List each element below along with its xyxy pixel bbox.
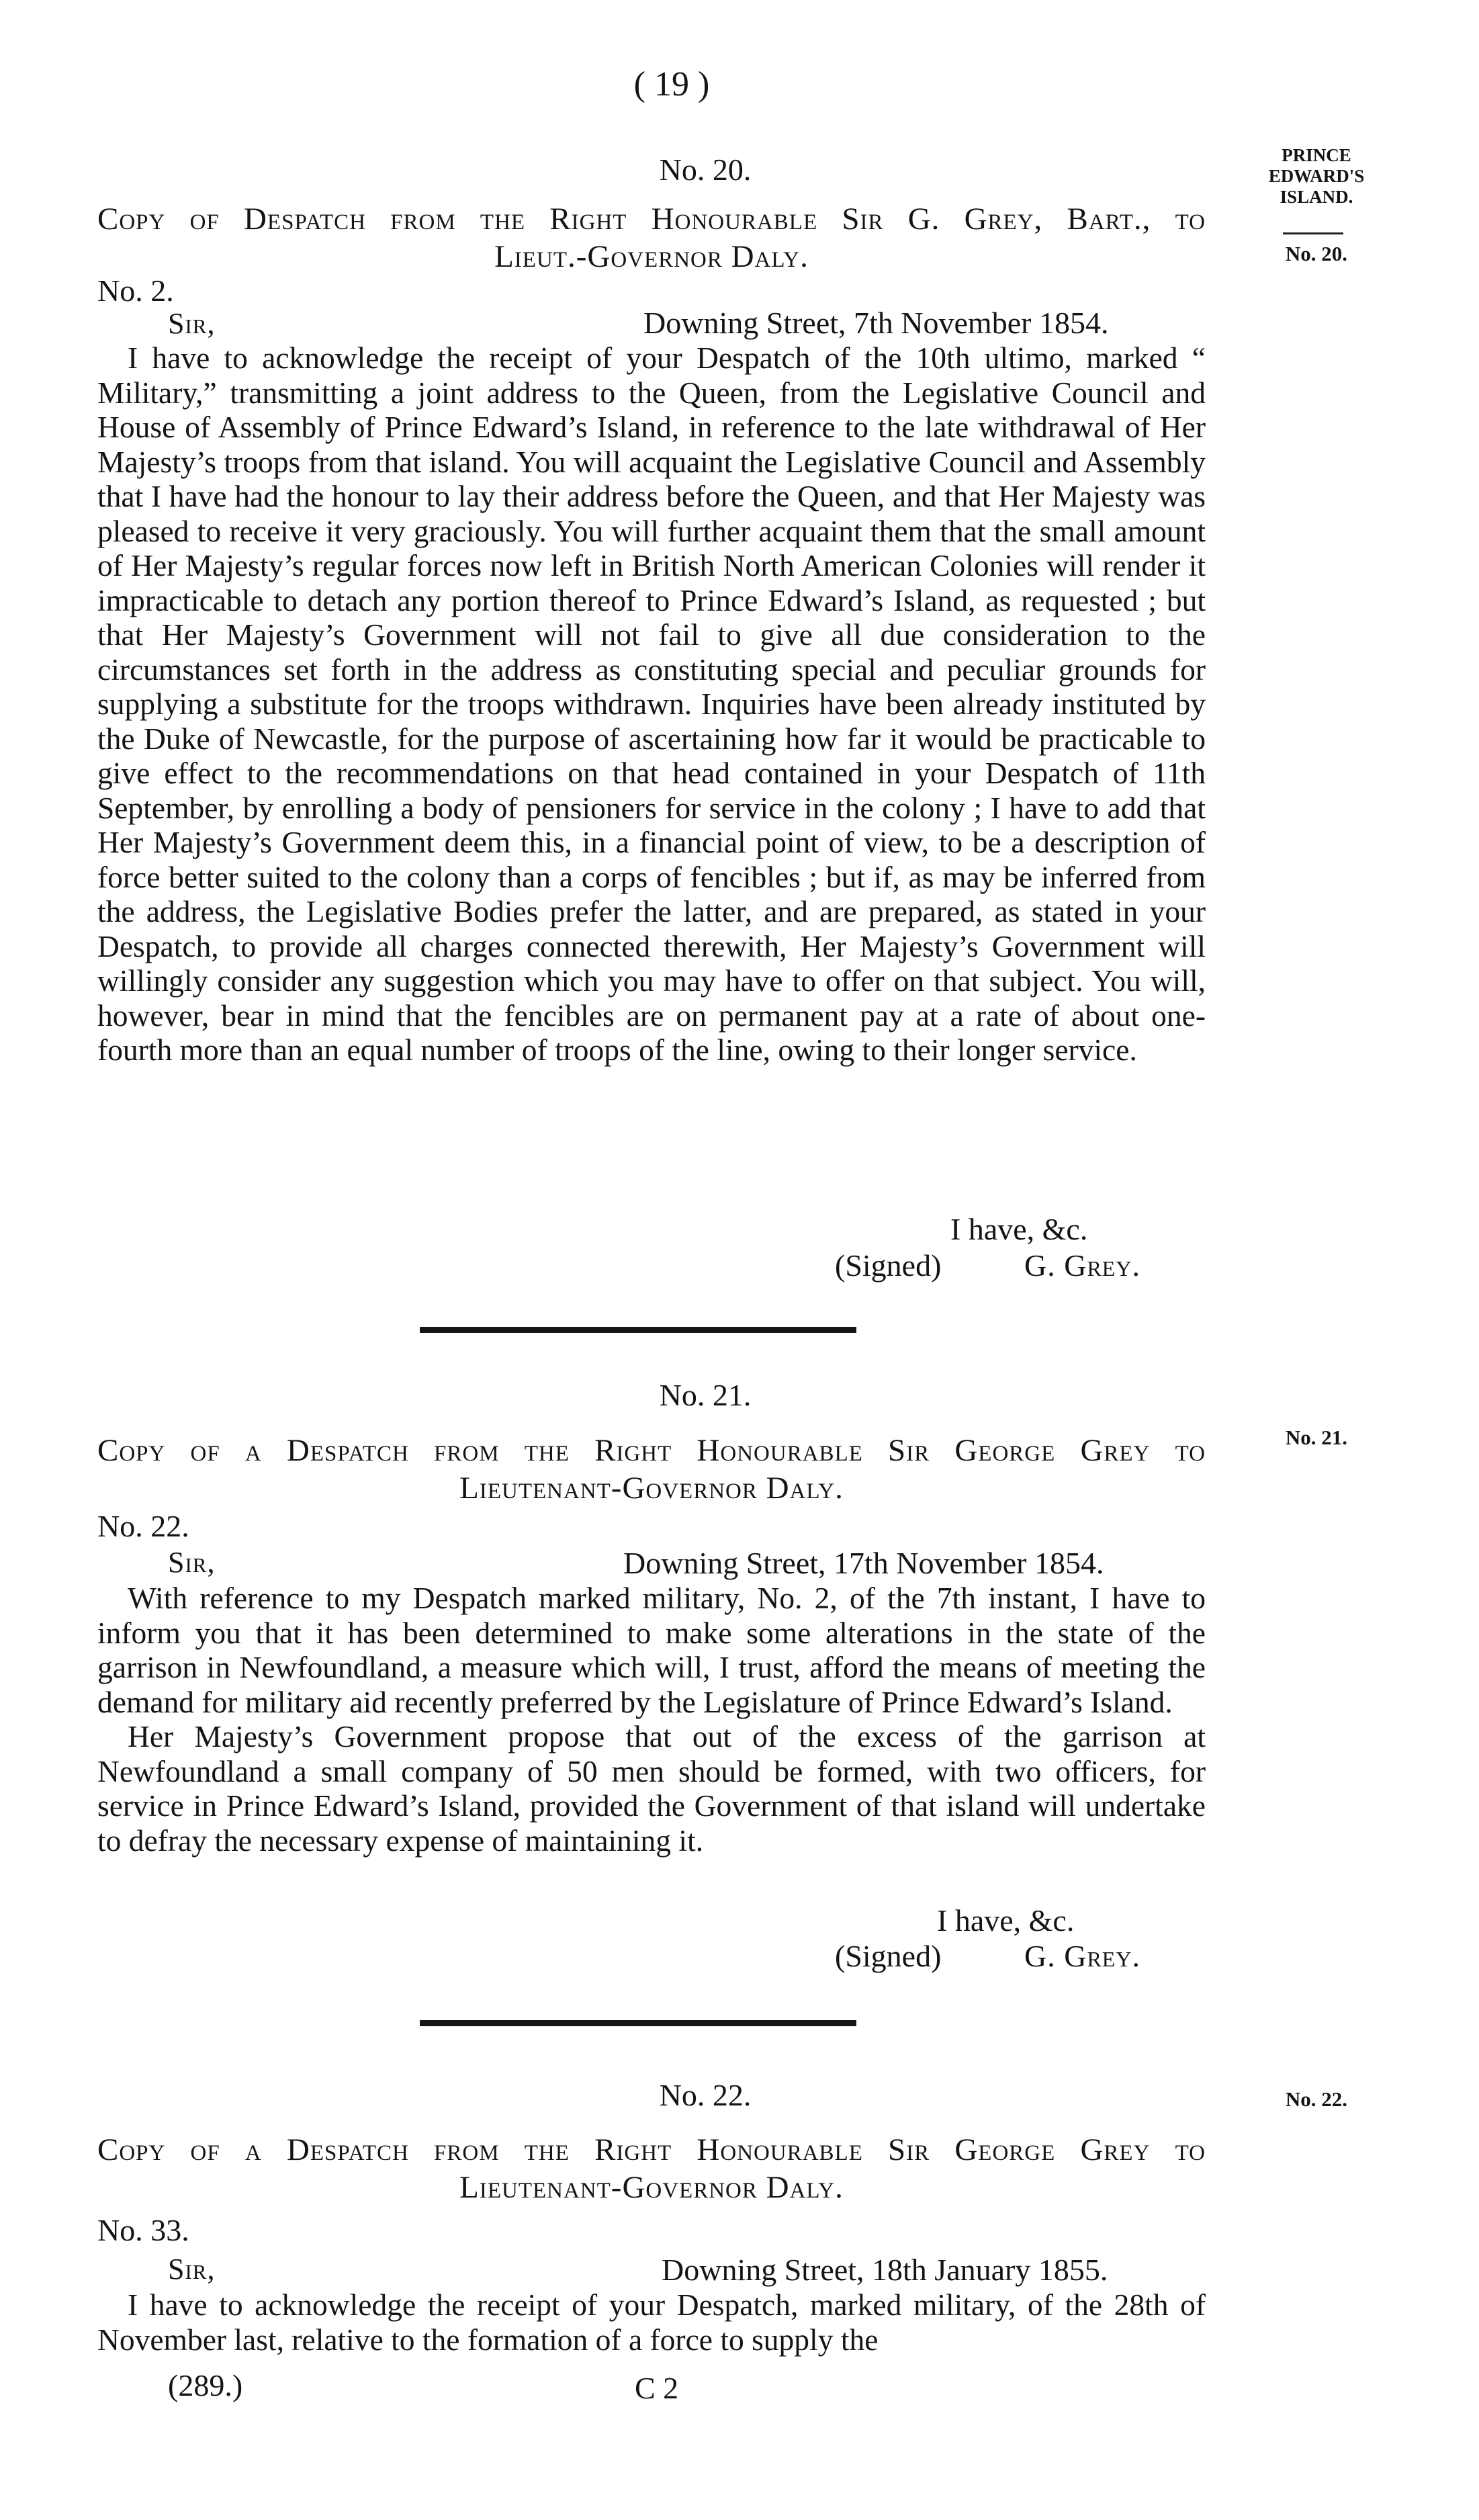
closing-21: I have, &c.: [937, 1903, 1075, 1938]
despatch-caption-22: [97, 2131, 1206, 2206]
footer-code: (289.): [168, 2368, 243, 2402]
footer-signature-mark: C 2: [635, 2371, 679, 2405]
caption-line: Lieutenant-Governor Daly.: [459, 1471, 844, 1506]
despatch-date-21: Downing Street, 17th November 1854.: [623, 1546, 1104, 1580]
body-paragraph: I have to acknowledge the receipt of your Despatch of the 10th ultimo, marked “ Military,” transmitting a joint address to the Queen, from the Legislative Council and House of Assembly of Prince Edward’s Island, in reference to the late withdrawal of Her Majesty’s troops from that island. You will acquaint the Legislative Council and Assembly that I have had the honour to lay their address before the Queen, and that Her Majesty was pleased to receive it very graciously. You will further acquaint them that the small amount of Her Majesty’s regular forces now left in British North American Colonies will render it impracticable to detach any portion thereof to Prince Edward’s Island, as requested ; but that Her Majesty’s Government will not fail to give all due consideration to the circumstances set forth in the address as constituting special and peculiar grounds for supplying a substitute for the troops withdrawn. Inquiries have been already instituted by the Duke of Newcastle, for the purpose of ascertaining how far it would be practicable to give effect to the recommendations on that head contained in your Despatch of 11th September, by enrolling a body of pensioners for service in the colony ; I have to add that Her Majesty’s Government deem this, in a financial point of view, to be a description of force better suited to the colony than a corps of fencibles ; but if, as may be inferred from the address, the Legislative Bodies prefer the latter, and are prepared, as stated in your Despatch, to provide all charges connected therewith, Her Majesty’s Government will willingly consider any suggestion which you may have to offer on that subject. You will, however, bear in mind that the fencibles are on permanent pay at a rate of about one-fourth more than an equal number of troops of the line, owing to their longer service.: [97, 341, 1206, 1067]
closing-20: I have, &c.: [950, 1212, 1088, 1246]
section-divider: [420, 1327, 856, 1333]
signed-label-20: (Signed): [835, 1248, 942, 1283]
salutation-20: Sir,: [168, 307, 216, 340]
margin-label-20: No. 20.: [1285, 242, 1348, 265]
despatch-body-21: [97, 1581, 1206, 1858]
caption-line: Copy of a Despatch from the Right Honourable Sir George Grey to: [97, 2132, 1206, 2167]
caption-line: Copy of Despatch from the Right Honourable Sir G. Grey, Bart., to: [97, 202, 1206, 236]
signature-21: G. Grey.: [1024, 1939, 1140, 1973]
signed-label-21: (Signed): [835, 1939, 942, 1973]
caption-line: Copy of a Despatch from the Right Honourable Sir George Grey to: [97, 1433, 1206, 1468]
page-number: ( 19 ): [633, 65, 710, 103]
despatch-ref-21: No. 22.: [97, 1509, 189, 1543]
despatch-date-20: Downing Street, 7th November 1854.: [643, 306, 1109, 340]
body-paragraph: Her Majesty’s Government propose that out of the excess of the garrison at Newfoundland a small company of 50 men should be formed, with two officers, for service in Prince Edward’s Island, provided the Government of that island will undertake to defray the necessary expense of maintaining it.: [97, 1719, 1206, 1858]
despatch-ref-22: No. 33.: [97, 2213, 189, 2247]
margin-label-21: No. 21.: [1285, 1426, 1348, 1449]
section-divider: [420, 2020, 856, 2026]
margin-heading: PRINCE EDWARD'S ISLAND.: [1268, 145, 1365, 207]
despatch-number-20: No. 20.: [659, 153, 752, 187]
body-paragraph: I have to acknowledge the receipt of your Despatch, marked military, of the 28th of November last, relative to the formation of a force to supply the: [97, 2288, 1206, 2357]
salutation-22: Sir,: [168, 2253, 216, 2286]
despatch-caption-21: [97, 1432, 1206, 1507]
salutation-21: Sir,: [168, 1546, 216, 1579]
despatch-body-20: [97, 341, 1206, 1068]
despatch-ref-20: No. 2.: [97, 273, 174, 308]
despatch-number-21: No. 21.: [659, 1378, 752, 1412]
caption-line: Lieutenant-Governor Daly.: [459, 2170, 844, 2205]
margin-label-22: No. 22.: [1285, 2087, 1348, 2111]
margin-rule: [1283, 232, 1343, 234]
signature-20: G. Grey.: [1024, 1248, 1140, 1283]
despatch-caption-20: [97, 200, 1206, 275]
despatch-date-22: Downing Street, 18th January 1855.: [662, 2253, 1108, 2287]
body-paragraph: With reference to my Despatch marked military, No. 2, of the 7th instant, I have to inform you that it has been determined to make some alterations in the state of the garrison in Newfoundland, a measure which will, I trust, afford the means of meeting the demand for military aid recently preferred by the Legislature of Prince Edward’s Island.: [97, 1581, 1206, 1719]
despatch-number-22: No. 22.: [659, 2078, 752, 2112]
despatch-body-22: [97, 2288, 1206, 2359]
caption-line: Lieut.-Governor Daly.: [494, 239, 809, 274]
